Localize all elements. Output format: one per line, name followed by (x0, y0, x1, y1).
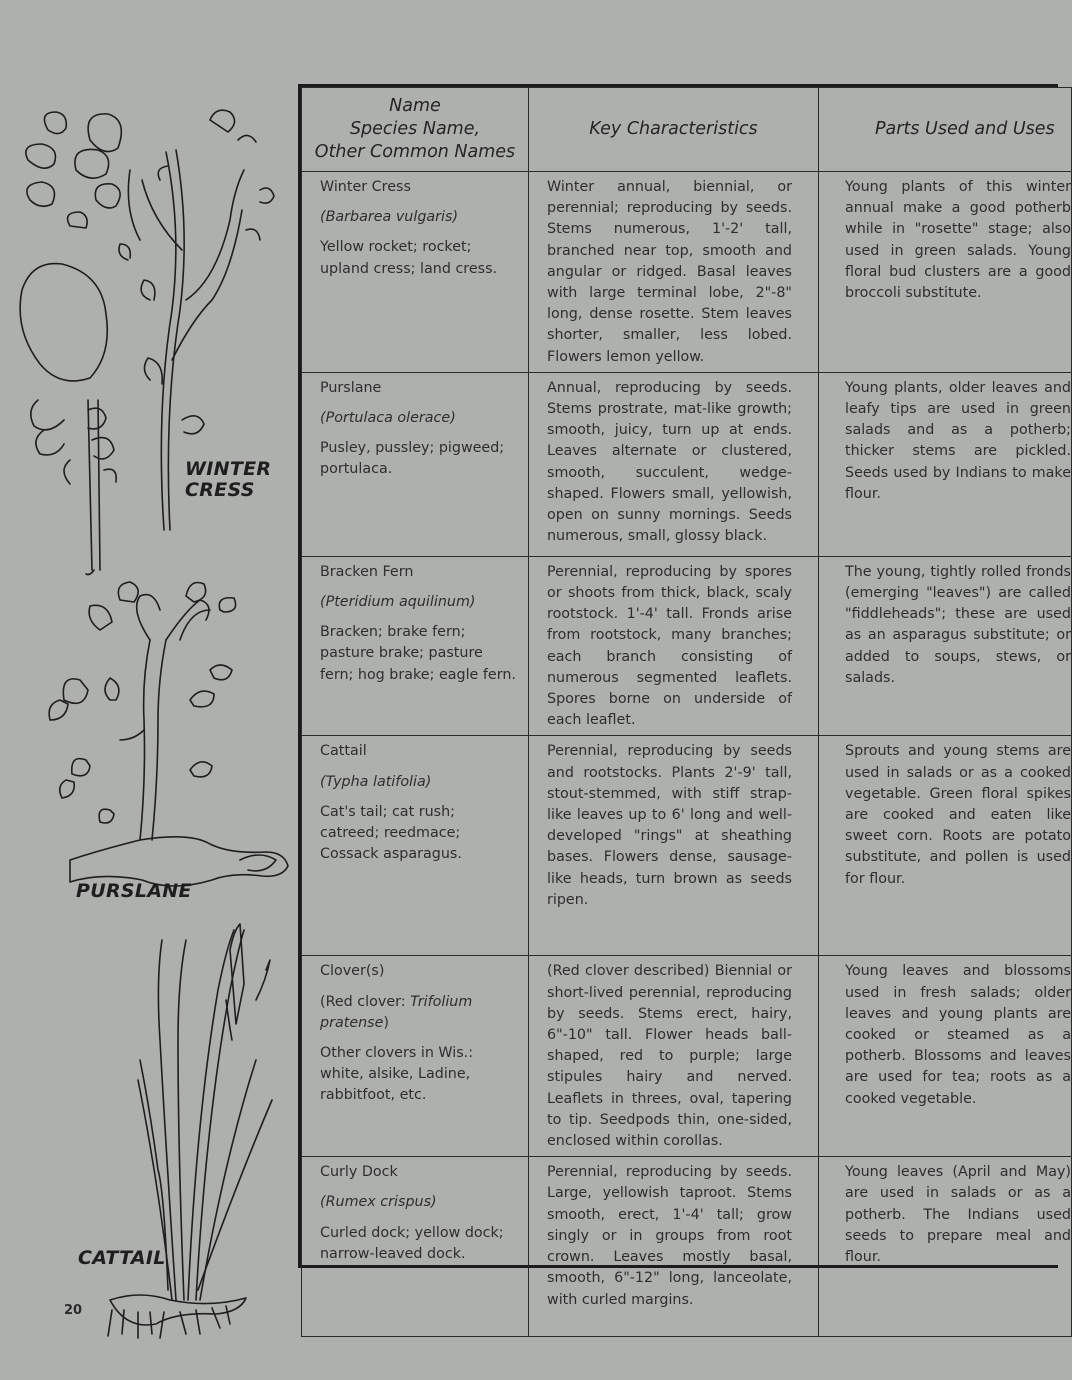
purslane-label: PURSLANE (76, 880, 192, 902)
winter-cress-drawing (20, 110, 274, 574)
uses-cell: Young leaves and blossoms used in fresh salads; older leaves and young plants are cooked or steamed as a potherb. Blossoms and leaves are used for tea; roots as a cooked vegetable. (819, 956, 1072, 1157)
name-cell (302, 956, 529, 1157)
cattail-label: CATTAIL (78, 1247, 166, 1269)
key-characteristics-cell: Perennial, reproducing by spores or shoots from thick, black, scaly rootstock. 1'-4' tall. Fronds arise from rootstock, many branches; each branch consisting of numerous segmented leaflets. Spores borne on underside of each leaflet. (529, 556, 819, 736)
plant-drawings (0, 0, 300, 1380)
uses-cell: Young leaves (April and May) are used in salads or as a potherb. The Indians used seeds to prepare meal and flour. (819, 1157, 1072, 1337)
key-characteristics-cell: Annual, reproducing by seeds. Stems prostrate, mat-like growth; smooth, juicy, turn up at ends. Leaves alternate or clustered, smooth, succulent, wedge-shaped. Flowers small, yellowish, open on sunny mornings. Seeds numerous, small, glossy black. (529, 372, 819, 556)
species-suffix: ) (383, 1014, 389, 1031)
purslane-drawing (49, 582, 288, 886)
key-characteristics-cell: Perennial, reproducing by seeds and rootstocks. Plants 2'-9' tall, stout-stemmed, with stiff strap-like leaves up to 6' long and well-developed "rings" at sheathing bases. Flowers dense, sausage-like heads, turn brown as seeds ripen. (529, 736, 819, 956)
header-key-characteristics: Key Characteristics (529, 88, 819, 172)
species-italic: Trifolium pratense (320, 993, 473, 1031)
species-prefix: (Red clover: (320, 993, 411, 1010)
plant-illustrations (0, 0, 300, 1380)
name-cell (302, 172, 529, 373)
table-row (302, 372, 1072, 556)
other-names: Pusley, pussley; pigweed; portulaca. (320, 440, 505, 478)
name-cell (302, 736, 529, 956)
species-name: (Rumex crispus) (320, 1194, 437, 1211)
uses-cell: Young plants, older leaves and leafy tips are used in green salads and as a potherb; thicker stems are pickled. Seeds used by Indians to make flour. (819, 372, 1072, 556)
common-name: Clover(s) (320, 963, 385, 980)
name-cell (302, 1157, 529, 1337)
cattail-drawing (108, 924, 272, 1338)
table-row (302, 1157, 1072, 1337)
header-name: Name Species Name, Other Common Names (302, 88, 529, 172)
other-names: Cat's tail; cat rush; catreed; reedmace; Cossack asparagus. (320, 803, 462, 863)
common-name: Winter Cress (320, 179, 411, 195)
key-characteristics-cell: (Red clover described) Biennial or short-lived perennial, reproducing by seeds. Stems erect, hairy, 6"-10" tall. Flower heads ball-shaped, red to purple; large stipules hairy and nerved. Leaflets in threes, oval, tapering to tip. Seedpods thin, one-sided, enclosed within corollas. (529, 956, 819, 1157)
table-row (302, 736, 1072, 956)
table-row (302, 172, 1072, 373)
table-row (302, 556, 1072, 736)
other-names: Other clovers in Wis.: white, alsike, Ladine, rabbitfoot, etc. (320, 1045, 474, 1104)
key-characteristics-cell: Winter annual, biennial, or perennial; reproducing by seeds. Stems numerous, 1'-2' tall, branched near top, smooth and angular or ridged. Basal leaves with large terminal lobe, 2"-8" long, dense rosette. Stem leaves shorter, smaller, less lobed. Flowers lemon yellow. (529, 172, 819, 373)
common-name: Curly Dock (320, 1164, 398, 1181)
species-name: (Portulaca olerace) (320, 410, 456, 427)
name-cell (302, 556, 529, 736)
species-name: (Typha latifolia) (320, 773, 432, 790)
name-cell (302, 372, 529, 556)
other-names: Curled dock; yellow dock; narrow-leaved dock. (320, 1224, 504, 1262)
other-names: Yellow rocket; rocket; upland cress; land cress. (320, 239, 498, 277)
species-name: (Pteridium aquilinum) (320, 594, 476, 611)
edible-plants-table (298, 84, 1071, 1308)
common-name: Bracken Fern (320, 563, 414, 580)
table-row (302, 956, 1072, 1157)
table-header-row (302, 88, 1072, 172)
common-name: Purslane (320, 379, 382, 396)
uses-cell: The young, tightly rolled fronds (emerging "leaves") are called "fiddleheads"; these are used as an asparagus substitute; or added to soups, stews, or salads. (819, 556, 1072, 736)
uses-cell: Young plants of this winter annual make a good potherb while in "rosette" stage; also used in green salads. Young floral bud clusters are a good broccoli substitute. (819, 172, 1072, 373)
key-characteristics-cell: Perennial, reproducing by seeds. Large, yellowish taproot. Stems smooth, erect, 1'-4' tall; grow singly or in groups from root crown. Leaves mostly basal, smooth, 6"-12" long, lanceolate, with curled margins. (529, 1157, 819, 1337)
species-name (320, 992, 518, 1034)
uses-cell: Sprouts and young stems are used in salads or as a cooked vegetable. Green floral spikes are cooked and eaten like sweet corn. Roots are potato substitute, and pollen is used for flour. (819, 736, 1072, 956)
header-parts-used: Parts Used and Uses (819, 88, 1072, 172)
common-name: Cattail (320, 743, 367, 760)
page-number: 20 (64, 1303, 83, 1318)
other-names: Bracken; brake fern; pasture brake; pasture fern; hog brake; eagle fern. (320, 624, 516, 683)
species-name: (Barbarea vulgaris) (320, 209, 459, 226)
winter-cress-label: WINTER CRESS (185, 458, 272, 501)
